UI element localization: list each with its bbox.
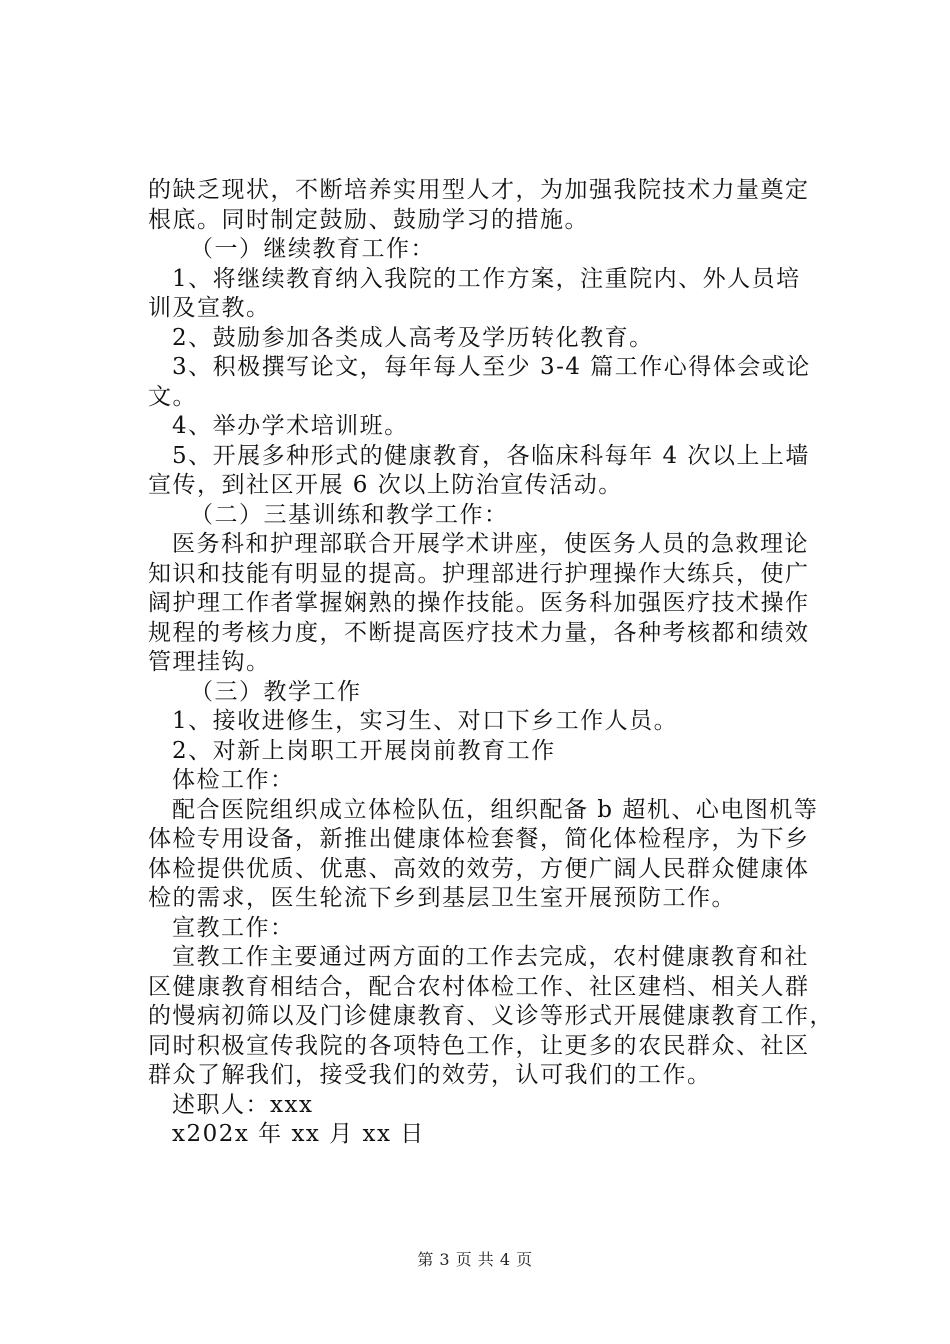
text-line: 体检提供优质、优惠、高效的效劳，方便广阔人民群众健康体 xyxy=(148,855,810,882)
page-footer: 第 3 页 共 4 页 xyxy=(417,1250,533,1269)
text-line: 5、开展多种形式的健康教育，各临床科每年 4 次以上上墙 xyxy=(172,442,810,469)
text-line: 知识和技能有明显的提高。护理部进行护理操作大练兵，使广 xyxy=(148,560,810,587)
text-line: 区健康教育相结合，配合农村体检工作、社区建档、相关人群 xyxy=(148,973,810,1000)
text-line: 医务科和护理部联合开展学术讲座，使医务人员的急救理论 xyxy=(172,531,809,557)
text-line: 4、举办学术培训班。 xyxy=(172,413,409,439)
text-line: 1、将继续教育纳入我院的工作方案，注重院内、外人员培 xyxy=(172,265,801,292)
text-line: 文。 xyxy=(148,383,197,410)
text-line: 3、积极撰写论文，每年每人至少 3-4 篇工作心得体会或论 xyxy=(172,354,811,380)
text-line: 宣传，到社区开展 6 次以上防治宣传活动。 xyxy=(148,472,623,498)
text-line: 体检专用设备，新推出健康体检套餐，简化体检程序，为下乡 xyxy=(148,826,810,852)
text-line: 宣教工作主要通过两方面的工作去完成，农村健康教育和社 xyxy=(172,944,809,970)
text-line: 群众了解我们，接受我们的效劳，认可我们的工作。 xyxy=(148,1062,712,1088)
text-line: 2、对新上岗职工开展岗前教育工作 xyxy=(172,737,556,764)
text-line: 同时积极宣传我院的各项特色工作，让更多的农民群众、社区 xyxy=(148,1032,810,1059)
text-line: 管理挂钩。 xyxy=(148,649,271,675)
text-line: （二）三基训练和教学工作： xyxy=(190,501,509,528)
text-line: 宣教工作： xyxy=(172,914,295,941)
text-line: 述职人：xxx xyxy=(172,1091,314,1118)
text-line: 体检工作： xyxy=(172,767,295,793)
text-line: 的慢病初筛以及门诊健康教育、义诊等形式开展健康教育工作， xyxy=(148,1003,834,1029)
text-line: 检的需求，医生轮流下乡到基层卫生室开展预防工作。 xyxy=(148,885,736,911)
text-line: 1、接收进修生，实习生、对口下乡工作人员。 xyxy=(172,708,679,734)
text-line: 规程的考核力度，不断提高医疗技术力量，各种考核都和绩效 xyxy=(148,619,810,646)
text-line: 根底。同时制定鼓励、鼓励学习的措施。 xyxy=(148,206,589,233)
text-line: 阔护理工作者掌握娴熟的操作技能。医务科加强医疗技术操作 xyxy=(148,590,810,616)
text-line: 训及宣教。 xyxy=(148,295,271,321)
text-line: x202x 年 xx 月 xx 日 xyxy=(172,1121,425,1147)
text-line: （一）继续教育工作： xyxy=(190,236,435,262)
text-line: 2、鼓励参加各类成人高考及学历转化教育。 xyxy=(172,324,654,351)
text-line: （三）教学工作 xyxy=(190,678,362,705)
document-body xyxy=(148,176,834,1150)
text-line: 的缺乏现状，不断培养实用型人才，为加强我院技术力量奠定 xyxy=(148,177,810,203)
text-line: 配合医院组织成立体检队伍，组织配备 b 超机、心电图机等 xyxy=(172,796,819,823)
